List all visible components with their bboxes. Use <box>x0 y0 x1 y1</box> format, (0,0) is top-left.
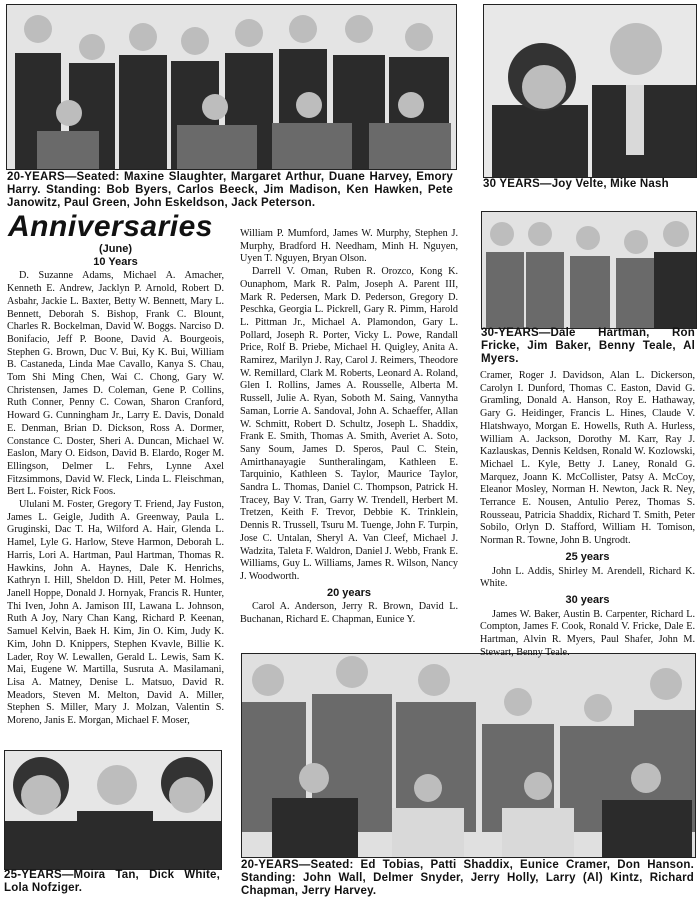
paragraph-20-years-part-2: Cramer, Roger J. Davidson, Alan L. Dickerson, Carolyn I. Dunford, Thomas C. Easton, David G. Gramling, Donald A. Hanson, Roy E. Hathaway, Gary G. Heidinger, Francis L. Hines, Claude V. Hlatshwayo, Morgan E. Howells, Ruth A. Hurless, William A. Jackson, Dorothy M. Karr, Ray J. Kazlauskas, Dennis Keldsen, Ronald W. Kozlowski, Michael L. Kyle, Betty J. Laney, Ronald G. Marquez, Joann K. McCollister, Patsy A. McCoy, Eleanor Mosley, Norman H. Newton, Jack R. Ney, Terrance E. Nousen, Antulio Perez, Thomas S. Rousseau, Patricia Shaddix, Richard T. Smith, Peter Sobilo, Orlyn D. Stafford, William H. Tomison, Norman R. Towne, John B. Ungrodt. <box>480 370 695 547</box>
photo-20-years-group-top <box>6 4 457 170</box>
photo-25-years-group <box>4 750 222 870</box>
paragraph-30-years: James W. Baker, Austin B. Carpenter, Richard L. Compton, James F. Cook, Ronald V. Fricke, Dale E. Hartman, Alvin R. Myers, Paul Shafer, John M. Stewart, Benny Teale. <box>480 608 695 658</box>
photo-30-years-group-five <box>481 211 697 329</box>
paragraph-10-years-part-3: William P. Mumford, James W. Murphy, Stephen J. Murphy, Bradford H. Needham, Minh H. Nguyen, Uyen T. Nguyen, Bryan Olson. <box>240 228 458 265</box>
paragraph-20-years-part-1: Carol A. Anderson, Jerry R. Brown, David L. Buchanan, Richard E. Chapman, Eunice Y. <box>240 601 458 626</box>
text-column-3 <box>480 370 695 659</box>
caption-bottom-left: 25-YEARS—Moira Tan, Dick White, Lola Nofziger. <box>4 869 220 894</box>
paragraph-10-years-part-2: Ululani M. Foster, Gregory T. Friend, Jay Fuston, James L. Geigle, Judith A. Greenway, Paula L. Gruginski, Dac T. Ha, Wilford A. Hair, Glenda L. Hamel, Lyle G. Harlow, Steve Harmon, Deborah L. Harris, Lori A. Hartman, Paul Hartman, Thomas R. Hawkins, John A. Haynes, Dale K. Henrichs, Kathryn I. Hill, Sheldon D. Hill, Peter M. Holmes, Janell Hoppe, Donald J. Hornyak, Francis R. Hunter, Thi Iven, John A. Jamison III, Lawana L. Johnson, Ruth A Joy, Nary Chan Kang, Richard P. Keenan, Samuel Kelvin, Baek H. Kim, Jin O. Kim, Judy K. Kim, John D. Knippers, Stephen Kvavle, Billie K. Lader, Roy W. Lewallen, Gerald L. Lewis, Sam K. Mai, Eugene W. Martilla, Susruta A. Masilamani, Lisa A. Matney, Denise L. Matsuo, David R. Meadors, Steven M. Melton, David A. Miller, Stephen S. Miller, Mary J. Molzan, Valentin S. Moreno, Janis E. Morgan, Michael F. Moser, <box>7 499 224 727</box>
article-month: (June) <box>99 243 132 255</box>
photo-30-years-velte-nash <box>483 4 697 178</box>
heading-30-years: 30 years <box>565 593 610 606</box>
photo-20-years-group-bottom <box>241 653 696 858</box>
paragraph-10-years-part-1: D. Suzanne Adams, Michael A. Amacher, Kenneth E. Andrew, Jacklyn P. Arnold, Robert D. Asbahr, Jackie L. Baxter, Betty W. Bennett, Mary L. Bennett, Deborah S. Bishop, Frank C. Blount, Charles R. Bockelman, David W. Boggs. Narciso D. Bonifacio, Jeff P. Boone, David A. Bourgeois, Stephen G. Brown, Duc V. Bui, Ky K. Bui, William B. Castaneda, Linda Mae Cavallo, Kanya S. Chau, Tom Shi Ming Chen, Wai C. Chong, Gary W. Christensen, James D. Coleman, Gene P. Collins, Ruth Conner, Penny C. Cowan, Sharon Cranford, Howard G. Cunningham Jr., Larry E. Davis, Donald E. Denman, Brian D. Dickson, Ross A. Dormer, Constance C. Doster, Sheri A. Duncan, Michael W. Easlon, Mary O. Eidson, David B. Elardo, Roger M. Ellingson, Delmer L. Fehrs, Lynne Axel Fitzsimmons, David W. Fleck, Linda L. Fleischman, Bert L. Foister, Rick Foos. <box>7 270 224 498</box>
caption-bottom-right: 20-YEARS—Seated: Ed Tobias, Patti Shaddix, Eunice Cramer, Don Hanson. Standing: John Wall, Delmer Snyder, Jerry Holly, Larry (Al) Kintz, Richard Chapman, Jerry Harvey. <box>241 859 694 897</box>
caption-top-left: 20-YEARS—Seated: Maxine Slaughter, Margaret Arthur, Duane Harvey, Emory Harry. Standing: Bob Byers, Carlos Beeck, Jim Madison, Ken Hawken, Pete Janowitz, Paul Green, John Eskeldson, Jack Peterson. <box>7 171 453 209</box>
paragraph-25-years: John L. Addis, Shirley M. Arendell, Richard K. White. <box>480 565 695 590</box>
caption-mid-right: 30-YEARS—Dale Hartman, Ron Fricke, Jim Baker, Benny Teale, Al Myers. <box>481 327 695 365</box>
text-column-1 <box>7 242 224 728</box>
caption-top-right: 30 YEARS—Joy Velte, Mike Nash <box>483 178 669 190</box>
text-column-2 <box>240 228 458 627</box>
heading-20-years: 20 years <box>326 586 372 599</box>
heading-10-years: 10 Years <box>93 255 138 268</box>
heading-25-years: 25 years <box>565 550 610 563</box>
article-title: Anniversaries <box>8 210 213 243</box>
paragraph-10-years-part-4: Darrell V. Oman, Ruben R. Orozco, Kong K. Ounaphom, Mark R. Palm, Joseph A. Parent III, Mark R. Pedersen, Mark D. Pederson, Gregory D. Peschka, Georgia L. Pickrell, Gary R. Pimm, Harold L. Pittman Jr., Michael A. Plamondon, Gary L. Pollard, Joseph R. Porter, Vicky L. Powe, Randall Price, Rolf B. Priebe, Michael H. Quigley, Anita A. Ramirez, Marilyn J. Ray, Carol J. Reimers, Theodore W. Remillard, Clark M. Roberts, Leonard A. Roland, Glen I. Rollins, James A. Rousselle, Alberta M. Russell, Julie A. Ryan, Soboth M. Saing, Vannytha Saman, Lorrie A. Sandoval, John A. Schaeffer, Allan W. Schmitt, Robert D. Schultz, Joseph L. Shaddix, Frank E. Smith, Thomas A. Smith, Averiet A. Soto, Sany Soum, James D. Speros, Paul C. Stein, Amirthanayagie Suntheralingam, Kathleen E. Tarquinio, Kathleen S. Taylor, Maurice Taylor, Sandra L. Thomas, Daniel C. Thompson, Patrick H. Tracey, Bay V. Tran, Garry W. Trendell, Herbert M. Tretzen, Keith F. Trevor, Debbie K. Trinklein, Dennis R. Trussell, Tsuru M. Tuenge, John F. Turpin, Jose C. Untalan, Sheryl A. Van Cleef, Michael J. Wadzita, Taleta F. Waldron, Daniel J. Webb, Frank E. Williams, Guy L. Williams, James R. Wilson, Nancy J. Woodworth. <box>240 266 458 582</box>
